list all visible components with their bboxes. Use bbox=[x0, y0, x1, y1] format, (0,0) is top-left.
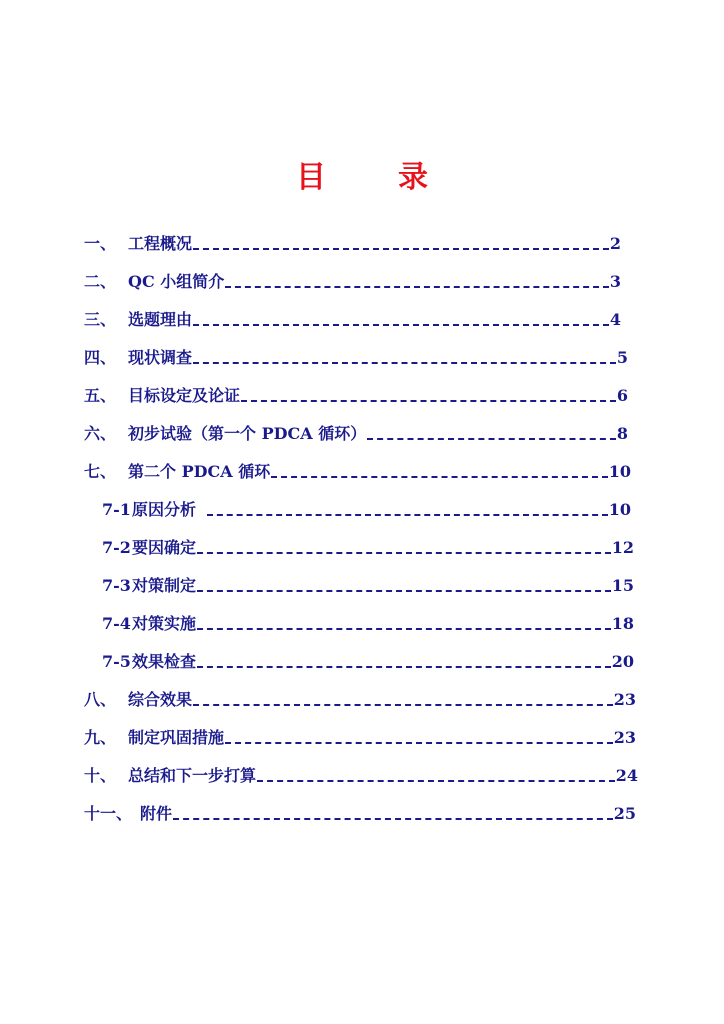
toc-entry[interactable] bbox=[84, 306, 621, 330]
toc-entry[interactable] bbox=[84, 420, 628, 444]
toc-entry-number: 7-1 bbox=[102, 500, 131, 519]
toc-entry[interactable] bbox=[84, 344, 628, 368]
toc-entry-label: 综合效果 bbox=[128, 690, 193, 709]
toc-entry[interactable] bbox=[84, 268, 621, 292]
toc-leader-dots bbox=[241, 400, 616, 402]
toc-entry-number: 三、 bbox=[84, 310, 117, 329]
toc-entry[interactable] bbox=[84, 458, 631, 482]
toc-entry[interactable] bbox=[102, 648, 634, 672]
toc-entry[interactable] bbox=[102, 572, 634, 596]
toc-entry-label: 目标设定及论证 bbox=[128, 386, 241, 405]
title-char-1: 目 bbox=[296, 160, 326, 196]
toc-entry-number: 7-4 bbox=[102, 614, 131, 633]
toc-leader-dots bbox=[197, 666, 611, 668]
toc-entry-label: 附件 bbox=[140, 804, 173, 823]
toc-leader-dots bbox=[193, 704, 613, 706]
toc-entry[interactable] bbox=[84, 800, 636, 824]
toc-entry[interactable] bbox=[102, 496, 631, 520]
toc-entry-number: 一、 bbox=[84, 234, 117, 253]
toc-entry-label: 初步试验（第一个 PDCA 循环） bbox=[128, 424, 367, 443]
toc-entry-page: 5 bbox=[616, 348, 628, 367]
toc-entry-page: 24 bbox=[615, 766, 638, 785]
toc-leader-dots bbox=[257, 780, 615, 782]
toc-entry-page: 15 bbox=[611, 576, 634, 595]
toc-entry-page: 23 bbox=[613, 690, 636, 709]
page-title bbox=[0, 152, 724, 196]
toc-entry-label: 制定巩固措施 bbox=[128, 728, 225, 747]
toc-leader-dots bbox=[225, 742, 613, 744]
toc-leader-dots bbox=[225, 286, 609, 288]
toc-entry-number: 四、 bbox=[84, 348, 117, 367]
toc-entry-page: 10 bbox=[608, 462, 631, 481]
toc-leader-dots bbox=[193, 324, 609, 326]
toc-entry-page: 23 bbox=[613, 728, 636, 747]
toc-entry-page: 10 bbox=[608, 500, 631, 519]
toc-entry[interactable] bbox=[84, 724, 636, 748]
toc-entry-number: 7-2 bbox=[102, 538, 131, 557]
toc-entry-label: 第二个 PDCA 循环 bbox=[128, 462, 271, 481]
toc-entry-number: 七、 bbox=[84, 462, 117, 481]
toc-entry-label: 选题理由 bbox=[128, 310, 193, 329]
toc-entry-number: 八、 bbox=[84, 690, 117, 709]
title-char-2: 录 bbox=[398, 160, 428, 196]
toc-entry-label: 现状调查 bbox=[128, 348, 193, 367]
toc-leader-dots bbox=[193, 248, 609, 250]
toc-leader-dots bbox=[367, 438, 616, 440]
toc-leader-dots bbox=[173, 818, 613, 820]
toc-entry[interactable] bbox=[84, 230, 621, 254]
toc-entry-label: 要因确定 bbox=[132, 538, 197, 557]
toc-entry-page: 20 bbox=[611, 652, 634, 671]
toc-entry-page: 2 bbox=[609, 234, 621, 253]
toc-entry-number: 二、 bbox=[84, 272, 117, 291]
toc-entry-number: 7-3 bbox=[102, 576, 131, 595]
toc-entry-page: 18 bbox=[611, 614, 634, 633]
toc-entry-label: QC 小组简介 bbox=[128, 272, 225, 291]
toc-entry-label: 对策制定 bbox=[132, 576, 197, 595]
toc-entry-label: 效果检查 bbox=[132, 652, 197, 671]
toc-entry-label: 原因分析 bbox=[132, 500, 197, 519]
toc-entry-page: 3 bbox=[609, 272, 621, 291]
toc-entry-label: 工程概况 bbox=[128, 234, 193, 253]
toc-leader-dots bbox=[197, 628, 611, 630]
toc-entry-number: 十一、 bbox=[84, 804, 133, 823]
toc-entry[interactable] bbox=[84, 382, 628, 406]
toc-entry-page: 6 bbox=[616, 386, 628, 405]
toc-entry-number: 十、 bbox=[84, 766, 117, 785]
toc-entry[interactable] bbox=[102, 610, 634, 634]
toc-entry-page: 8 bbox=[616, 424, 628, 443]
toc-entry-page: 12 bbox=[611, 538, 634, 557]
toc-entry[interactable] bbox=[102, 534, 634, 558]
toc-entry-number: 7-5 bbox=[102, 652, 131, 671]
toc-leader-dots bbox=[197, 590, 611, 592]
toc-entry-number: 九、 bbox=[84, 728, 117, 747]
toc-leader-dots bbox=[207, 514, 608, 516]
toc-leader-dots bbox=[271, 476, 608, 478]
toc-leader-dots bbox=[193, 362, 616, 364]
toc-entry-label: 总结和下一步打算 bbox=[128, 766, 257, 785]
toc-entry-page: 25 bbox=[613, 804, 636, 823]
toc-entry[interactable] bbox=[84, 762, 638, 786]
toc-entry[interactable] bbox=[84, 686, 636, 710]
toc-leader-dots bbox=[197, 552, 611, 554]
toc-entry-label: 对策实施 bbox=[132, 614, 197, 633]
toc-entry-number: 五、 bbox=[84, 386, 117, 405]
toc-entry-page: 4 bbox=[609, 310, 621, 329]
toc-entry-number: 六、 bbox=[84, 424, 117, 443]
